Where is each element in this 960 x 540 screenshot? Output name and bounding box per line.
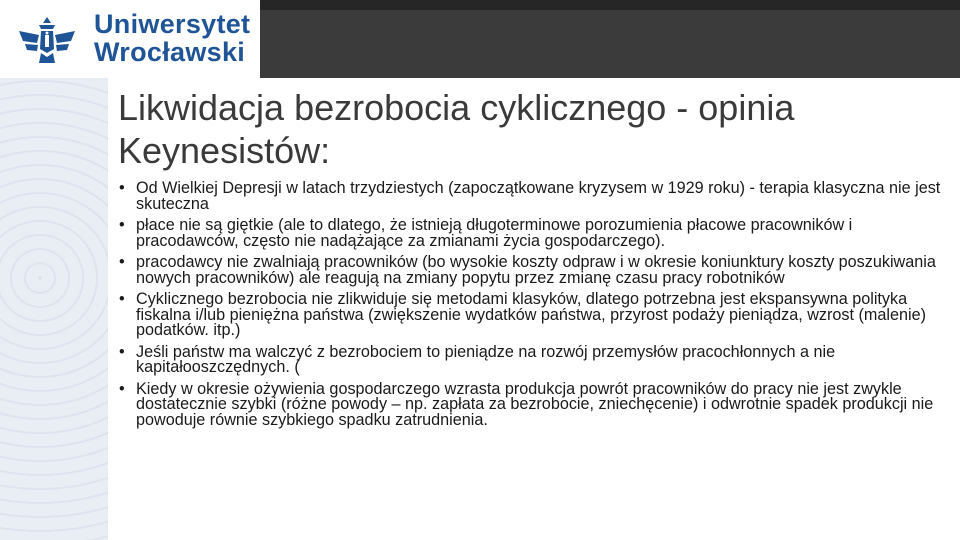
university-logo — [0, 0, 260, 78]
bullet-text: Kiedy w okresie ożywienia gospodarczego wzrasta produkcja powrót pracowników do pracy nie jest zwykle dostatecznie szybki (różne powody – np. zapłata za bezrobocie, zniechęcenie) i odwrotnie spadek produkcji nie powoduje równie szybkiego spadku zatrudnienia. — [136, 379, 934, 429]
bullet-dot: • — [119, 179, 125, 197]
header-strip — [260, 0, 960, 10]
bullet-dot: • — [119, 342, 125, 361]
bullet-text: Cyklicznego bezrobocia nie zlikwiduje się metodami klasyków, dlatego potrzebna jest ekspansywna polityka fiskalna i/lub pieniężna państwa (zwiększenie wydatków państwa, przyrost podaży pieniądza, wzrost (malenie) podatków. itp.) — [136, 290, 926, 339]
bullet-text: pracodawcy nie zwalniają pracowników (bo wysokie koszty odpraw i w okresie koniunktury koszty poszukiwania nowych pracowników) ale reagują na zmiany popytu przez zmianę czasu pracy robotników — [136, 253, 936, 287]
university-name-line1: Uniwersytet — [94, 9, 251, 39]
bullet-dot: • — [119, 379, 125, 398]
bullet-item — [118, 379, 948, 429]
bullet-item — [118, 181, 948, 212]
bullet-list — [118, 181, 948, 434]
university-name-line2: Wrocławski — [94, 37, 246, 67]
slide-title: Likwidacja bezrobocia cyklicznego - opinia Keynesistów: — [118, 87, 795, 171]
bullet-text: Od Wielkiej Depresji w latach trzydziestych (zapoczątkowane kryzysem w 1929 roku) - terapia klasyczna nie jest skuteczna — [136, 179, 941, 213]
bullet-dot: • — [119, 253, 125, 271]
bullet-dot: • — [119, 216, 125, 234]
bullet-text: Jeśli państw ma walczyć z bezrobociem to pieniądze na rozwój przemysłów pracochłonnych a nie kapitałooszczędnych. ( — [136, 342, 836, 376]
bullet-item — [118, 342, 948, 376]
bullet-text: płace nie są giętkie (ale to dlatego, że istnieją długoterminowe porozumienia płacowe pracowników i pracodawców, często nie nadążające za zmianami życia gospodarczego). — [136, 216, 853, 250]
bullet-item — [118, 255, 948, 286]
left-decorative-band — [0, 78, 108, 540]
university-name — [94, 10, 250, 66]
bullet-item — [118, 218, 948, 249]
bullet-item — [118, 292, 948, 339]
bullet-dot: • — [119, 290, 125, 308]
university-eagle-crest-icon — [17, 13, 77, 68]
